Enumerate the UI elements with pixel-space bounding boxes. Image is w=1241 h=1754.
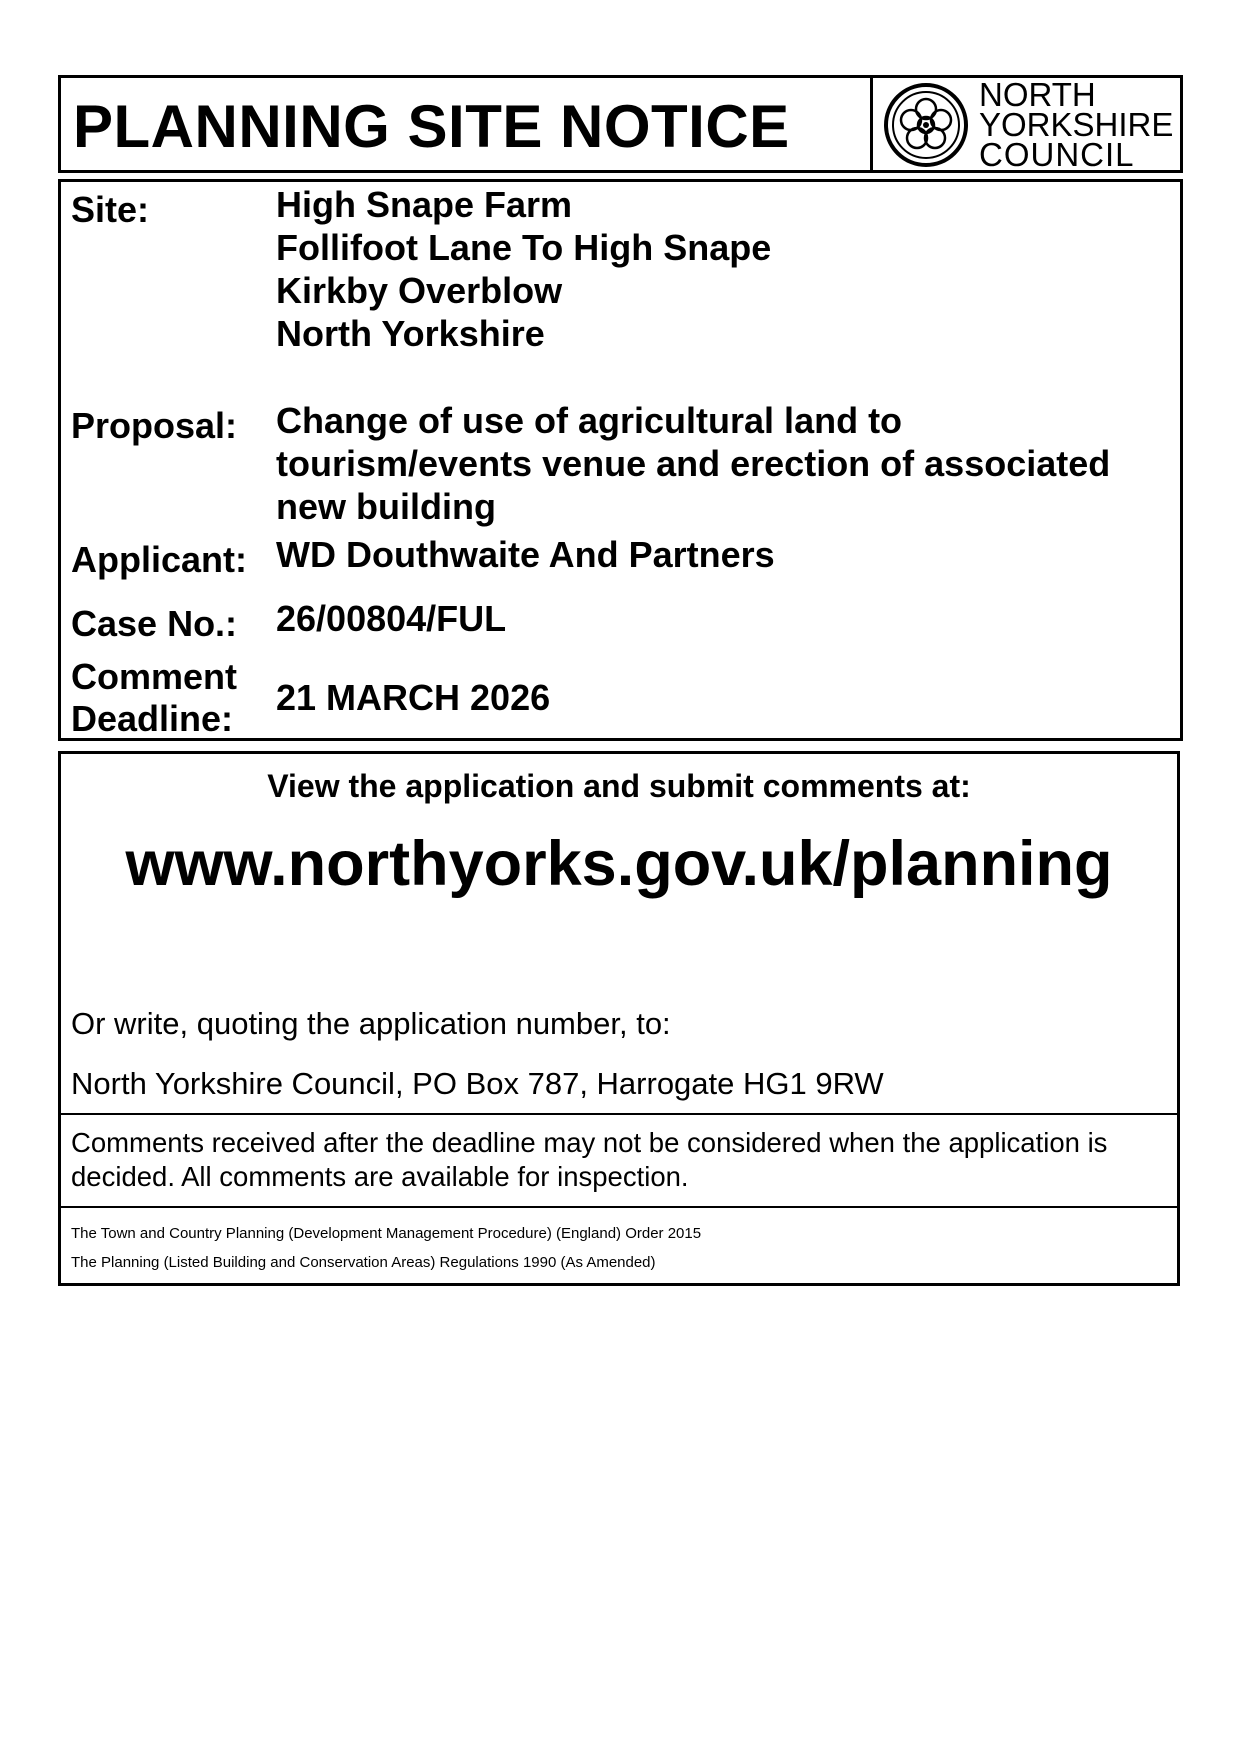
site-line: Follifoot Lane To High Snape — [276, 227, 772, 268]
deadline-label — [71, 656, 237, 740]
proposal-line: new building — [276, 486, 496, 527]
case-number: 26/00804/FUL — [276, 598, 507, 639]
applicant-label: Applicant: — [71, 539, 247, 580]
proposal-label: Proposal: — [71, 405, 238, 446]
notice-header — [58, 75, 1183, 173]
legal-reference: The Planning (Listed Building and Conservation Areas) Regulations 1990 (As Amended) — [71, 1254, 656, 1271]
council-logo — [877, 76, 1177, 173]
site-label: Site: — [71, 189, 150, 230]
write-instructions: Or write, quoting the application number, to: — [71, 1006, 671, 1041]
rose-emblem-icon — [883, 82, 969, 168]
deadline-note — [71, 1126, 1161, 1194]
postal-address: North Yorkshire Council, PO Box 787, Harrogate HG1 9RW — [71, 1066, 884, 1101]
site-line: North Yorkshire — [276, 313, 545, 354]
deadline-value — [276, 676, 550, 719]
view-instructions: View the application and submit comments at: — [267, 768, 971, 804]
header-divider — [870, 75, 873, 173]
case-value — [276, 597, 506, 640]
applicant-value — [276, 533, 775, 576]
logo-text-yorkshire: YORKSHIRE — [979, 106, 1174, 143]
deadline-date: 21 MARCH 2026 — [276, 677, 551, 718]
page-title: PLANNING SITE NOTICE — [73, 93, 790, 160]
legal-reference: The Town and Country Planning (Development Management Procedure) (England) Order 2015 — [71, 1225, 702, 1242]
divider — [61, 1206, 1177, 1208]
comment-info — [58, 751, 1180, 1286]
site-line: Kirkby Overblow — [276, 270, 563, 311]
applicant-name: WD Douthwaite And Partners — [276, 534, 775, 575]
site-line: High Snape Farm — [276, 184, 573, 225]
planning-url-link[interactable]: www.northyorks.gov.uk/planning — [125, 829, 1113, 899]
deadline-label-line: Deadline: — [71, 698, 234, 739]
logo-text-north: NORTH — [979, 76, 1096, 113]
note-line: Comments received after the deadline may not be considered when the application is — [71, 1127, 1108, 1158]
proposal-line: tourism/events venue and erection of associated — [276, 443, 1111, 484]
note-line: decided. All comments are available for inspection. — [71, 1161, 689, 1192]
deadline-label-line: Comment — [71, 656, 238, 697]
proposal-line: Change of use of agricultural land to — [276, 400, 903, 441]
site-details — [58, 179, 1183, 741]
site-address — [276, 183, 771, 355]
proposal-text — [276, 399, 1110, 528]
case-label: Case No.: — [71, 603, 238, 644]
divider — [61, 1113, 1177, 1115]
logo-text-council: COUNCIL — [979, 136, 1135, 173]
